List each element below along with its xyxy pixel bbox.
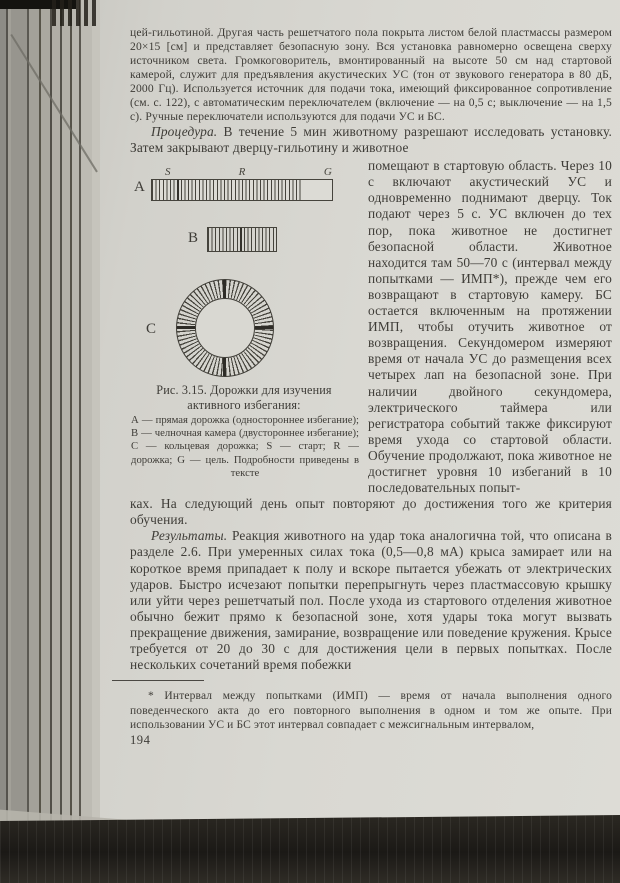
intro-paragraph: цей-гильотиной. Другая часть решетчатого пола покрыта листом белой пластмассы размером 20×15 [см] и представляет безопасную зону. Вся установка равномерно освещена сверху источником света. Громкоговоритель, вмонтированный на высоте 50 см над стартовой камерой, служит для предъявления акустических УС (тон от звукового генератора в 80 дБ, 2000 Гц). Используется источник для подачи тока, имеющий фиксированное сопротивление (см. с. 122), с автоматическим переключателем (включение — на 0,5 с; выключение — на 1,5 с). Ручные переключатели используются для подачи УС и БС. bbox=[130, 26, 612, 123]
figure-label-a: А bbox=[134, 179, 145, 196]
figure-legend: А — прямая дорожка (одностороннее избегание); В — челночная камера (двустороннее избегание); С — кольцевая дорожка; S — старт; R — дорожка; G — цель. Подробности приведены в тексте bbox=[131, 413, 359, 480]
figure-ring-c bbox=[130, 277, 360, 383]
runway-label: R bbox=[238, 166, 246, 179]
page-content bbox=[130, 26, 612, 748]
figure-label-c: С bbox=[146, 321, 157, 338]
straight-runway-diagram bbox=[151, 166, 333, 201]
goal-label: G bbox=[323, 166, 332, 179]
ring-divider-right bbox=[255, 326, 273, 329]
procedure-paragraph-wrap: помещают в стартовую область. Через 10 с включают акустический УС и одновременно поднимают дверцу. Ток подают через 5 с. УС включен до тех пор, пока животное не достигнет безопасной области. Животное находится там 50—70 с (интервал между попытками — ИМП*), прежде чем его возвращают в стартовую камеру. БС остается включенным на протяжении ИМП, чтобы отучить животное от возвращения. Секундомером измеряют время от начала УС до размещения всех четырех лап на безопасной зоне. При наличии двойного секундомера, электрического таймера или регистратора событий также фиксируют время ухода со стартовой области. Обучение продолжают, пока животное не достигнет уровня 10 избеганий в 10 последовательных попыт- bbox=[368, 158, 612, 496]
results-label: Результаты. bbox=[151, 528, 228, 544]
scan-bottom-edge bbox=[0, 815, 620, 883]
circular-runway-diagram bbox=[176, 279, 274, 377]
procedure-paragraph-end: ках. На следующий день опыт повторяют до достижения того же критерия обучения. bbox=[130, 496, 612, 528]
grid-floor-hatch bbox=[152, 180, 302, 200]
page-edge-crease bbox=[10, 34, 98, 172]
procedure-paragraph-lead bbox=[130, 124, 612, 156]
procedure-lead-text: В течение 5 мин животному разрешают исследовать установку. Затем закрывают дверцу-гильотину и животное bbox=[130, 124, 612, 156]
book-page-edges bbox=[0, 0, 100, 822]
page-number: 194 bbox=[130, 732, 151, 747]
scan-edge-top-bars bbox=[52, 0, 98, 26]
ring-inner-wall bbox=[195, 298, 255, 358]
results-paragraph bbox=[130, 528, 612, 673]
footnote: * Интервал между попытками (ИМП) — время от начала выполнения одного поведенческого акта до его повторного выполнения в одном и том же опыте. При использовании УС и БС этот интервал совпадает с межсигнальным интервалом, bbox=[130, 690, 612, 732]
figure-caption: Рис. 3.15. Дорожки для изучения активного избегания: bbox=[156, 383, 332, 413]
footnote-separator bbox=[112, 680, 204, 681]
shuttle-center-divider bbox=[240, 228, 242, 251]
shuttle-box-diagram bbox=[207, 227, 277, 252]
procedure-label: Процедура. bbox=[151, 124, 218, 139]
wrapped-text-column bbox=[368, 158, 612, 496]
figure-and-text-row bbox=[130, 158, 612, 496]
ring-divider-top bbox=[223, 280, 226, 298]
start-divider bbox=[177, 180, 179, 200]
results-text: Реакция животного на удар тока аналогична той, что описана в разделе 2.6. При умеренных силах тока (0,5—0,8 мА) крыса замирает или на короткое время припадает к полу и вскоре пытается убежать от электрических ударов. Быстро исчезают попытки перепрыгнуть через пластмассовую крышку или уйти через решетчатый пол. После ухода из стартового отделения животное обычно бежит прямо к безопасной зоне, хотя удары тока могут вызвать прекращение движения, замирание, возвращение или поведение кружения. Крысе требуется от 20 до 30 с для достижения цели в первых попытках. После нескольких сочетаний время побежки bbox=[130, 528, 612, 673]
start-label: S bbox=[165, 166, 171, 179]
ring-divider-left bbox=[177, 326, 195, 329]
ring-divider-bottom bbox=[223, 358, 226, 376]
figure-shuttle-b bbox=[130, 227, 360, 251]
figure-3-15 bbox=[130, 158, 360, 496]
figure-track-a bbox=[130, 166, 360, 200]
figure-label-b: В bbox=[188, 230, 199, 247]
